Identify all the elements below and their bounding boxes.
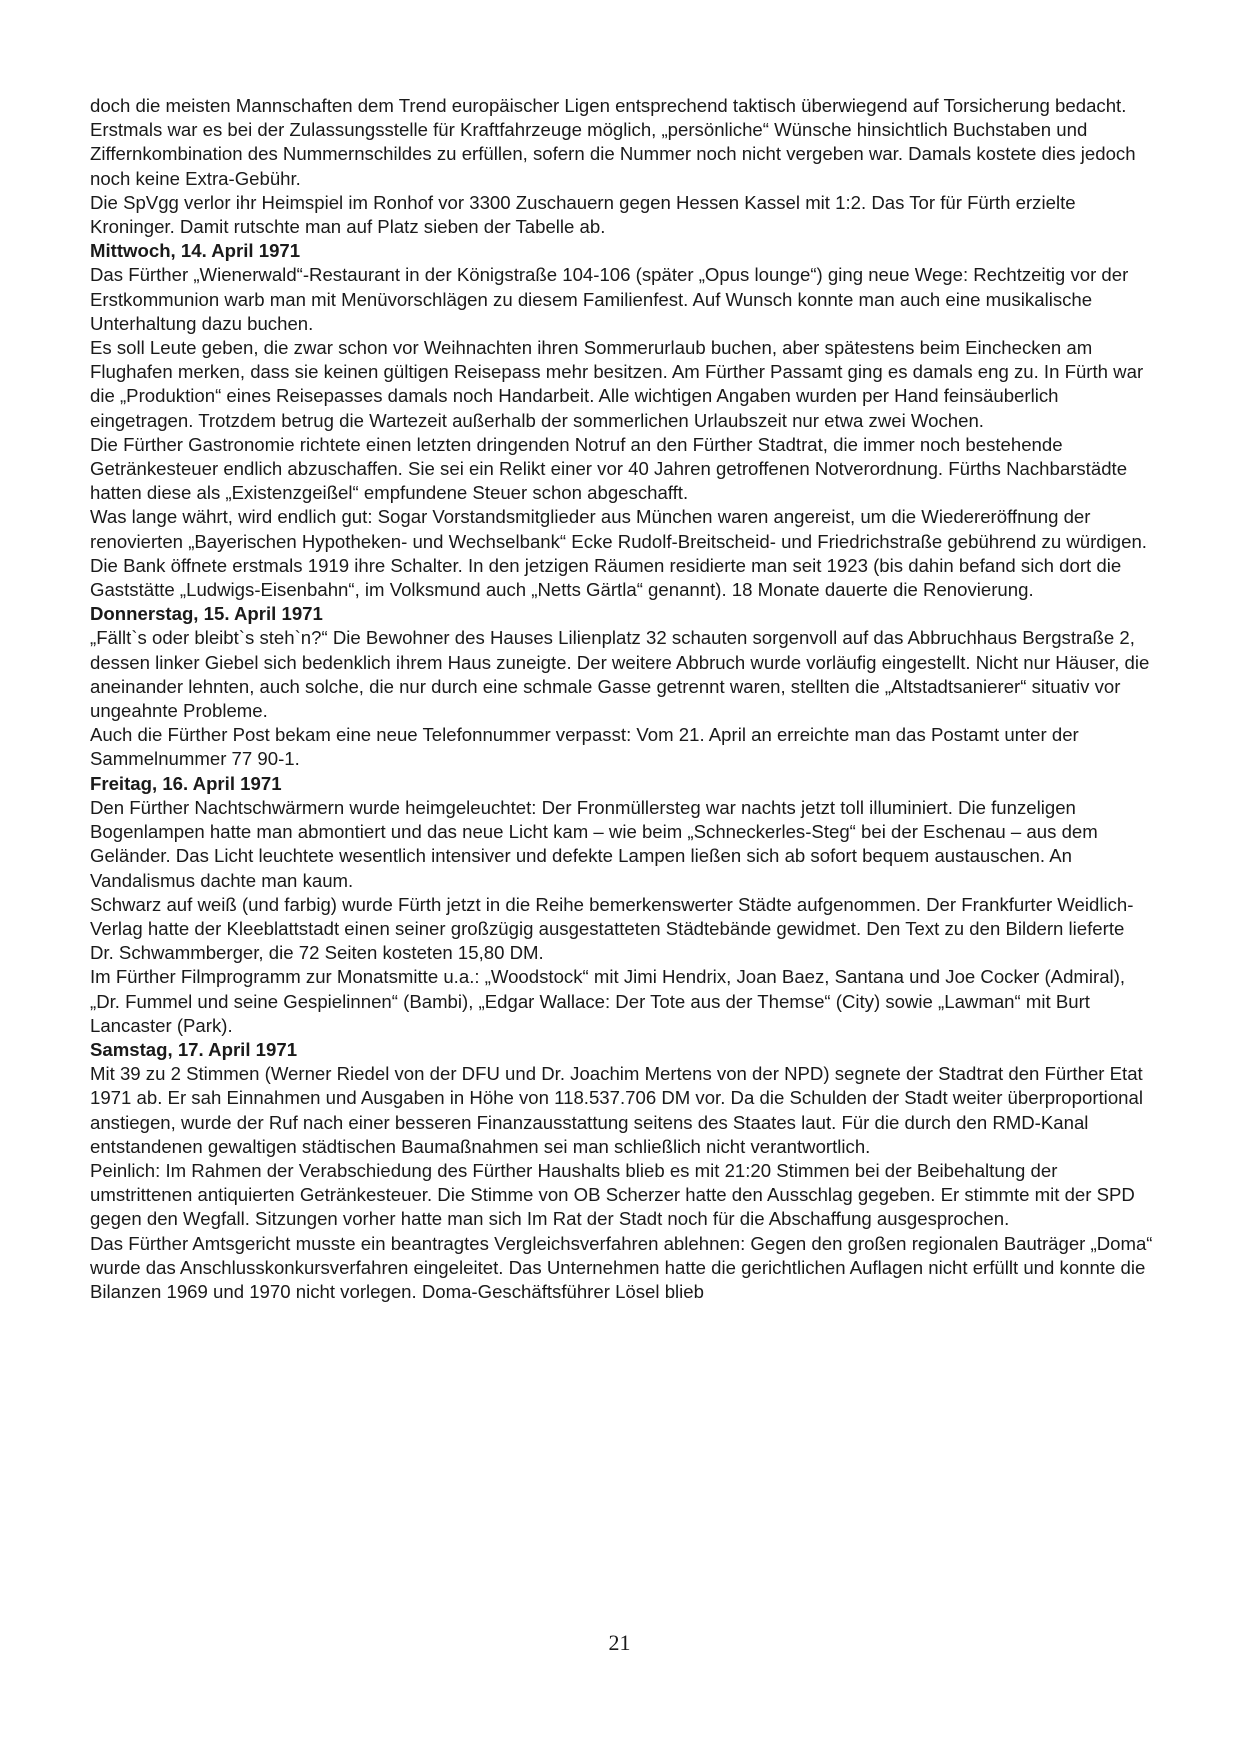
paragraph: Was lange währt, wird endlich gut: Sogar Vorstandsmitglieder aus München waren angereist, um die Wiedereröffnung der renovierten „Bayerischen Hypotheken- und Wechselbank“ Ecke Rudolf-Breitscheid- und Friedrichstraße gebührend zu würdigen. Die Bank öffnete erstmals 1919 ihre Schalter. In den jetzigen Räumen residierte man seit 1923 (bis dahin befand sich dort die Gaststätte „Ludwigs-Eisenbahn“, im Volksmund auch „Netts Gärtla“ genannt). 18 Monate dauerte die Renovierung.	[90, 506, 1147, 601]
section-samstag	[90, 1038, 1153, 1304]
paragraph: Erstmals war es bei der Zulassungsstelle für Kraftfahrzeuge möglich, „persönliche“ Wünsche hinsichtlich Buchstaben und Ziffernkombination des Nummernschildes zu erfüllen, sofern die Nummer noch nicht vergeben war. Damals kostete dies jedoch noch keine Extra-Gebühr.	[90, 119, 1136, 189]
paragraph: Im Fürther Filmprogramm zur Monatsmitte u.a.: „Woodstock“ mit Jimi Hendrix, Joan Baez, Santana und Joe Cocker (Admiral), „Dr. Fummel und seine Gespielinnen“ (Bambi), „Edgar Wallace: Der Tote aus der Themse“ (City) sowie „Lawman“ mit Burt Lancaster (Park).	[90, 966, 1126, 1036]
section-heading: Samstag, 17. April 1971	[90, 1038, 298, 1060]
paragraph: doch die meisten Mannschaften dem Trend europäischer Ligen entsprechend taktisch überwiegend auf Torsicherung bedacht.	[90, 95, 1127, 116]
paragraph: Schwarz auf weiß (und farbig) wurde Fürth jetzt in die Reihe bemerkenswerter Städte aufgenommen. Der Frankfurter Weidlich-Verlag hatte der Kleeblattstadt einen seiner großzügig ausgestatteten Städtebände gewidmet. Den Text zu den Bildern lieferte Dr. Schwammberger, die 72 Seiten kosteten 15,80 DM.	[90, 893, 1134, 964]
paragraph: Die SpVgg verlor ihr Heimspiel im Ronhof vor 3300 Zuschauern gegen Hessen Kassel mit 1:2. Das Tor für Fürth erzielte Kroninger. Damit rutschte man auf Platz sieben der Tabelle ab.	[90, 191, 1076, 238]
paragraph: Den Fürther Nachtschwärmern wurde heimgeleuchtet: Der Fronmüllersteg war nachts jetzt toll illuminiert. Die funzeligen Bogenlampen hatte man abmontiert und das neue Licht kam – wie beim „Schneckerles-Steg“ bei der Eschenau – aus dem Geländer. Das Licht leuchtete wesentlich intensiver und defekte Lampen ließen sich ab sofort bequem austauschen. An Vandalismus dachte man kaum.	[90, 796, 1098, 891]
section-donnerstag	[90, 602, 1153, 771]
paragraph: „Fällt`s oder bleibt`s steh`n?“ Die Bewohner des Hauses Lilienplatz 32 schauten sorgenvoll auf das Abbruchhaus Bergstraße 2, dessen linker Giebel sich bedenklich ihrem Haus zuneigte. Der weitere Abbruch wurde vorläufig eingestellt. Nicht nur Häuser, die aneinander lehnten, auch solche, die nur durch eine schmale Gasse getrennt waren, stellten die „Altstadtsanierer“ situativ vor ungeahnte Probleme.	[90, 627, 1150, 722]
paragraph: Die Fürther Gastronomie richtete einen letzten dringenden Notruf an den Fürther Stadtrat, die immer noch bestehende Getränkesteuer endlich abzuschaffen. Sie sei ein Relikt einer vor 40 Jahren getroffenen Notverordnung. Fürths Nachbarstädte hatten diese als „Existenzgeißel“ empfundene Steuer schon abgeschafft.	[90, 433, 1128, 504]
intro-section	[90, 94, 1153, 239]
paragraph: Es soll Leute geben, die zwar schon vor Weihnachten ihren Sommerurlaub buchen, aber spätestens beim Einchecken am Flughafen merken, dass sie keinen gültigen Reisepass mehr besitzen. Am Fürther Passamt ging es damals eng zu. In Fürth war die „Produktion“ eines Reisepasses damals noch Handarbeit. Alle wichtigen Angaben wurden per Hand feinsäuberlich eingetragen. Trotzdem betrug die Wartezeit außerhalb der sommerlichen Urlaubszeit nur etwa zwei Wochen.	[90, 337, 1144, 431]
section-heading: Mittwoch, 14. April 1971	[90, 240, 301, 262]
page-number: 21	[608, 1630, 631, 1655]
paragraph: Das Fürther „Wienerwald“-Restaurant in der Königstraße 104-106 (später „Opus lounge“) ging neue Wege: Rechtzeitig vor der Erstkommunion warb man mit Menüvorschlägen zu diesem Familienfest. Auf Wunsch konnte man auch eine musikalische Unterhaltung dazu buchen.	[90, 264, 1129, 334]
paragraph: Peinlich: Im Rahmen der Verabschiedung des Fürther Haushalts blieb es mit 21:20 Stimmen bei der Beibehaltung der umstrittenen antiquierten Getränkesteuer. Die Stimme von OB Scherzer hatte den Ausschlag gegeben. Er stimmte mit der SPD gegen den Wegfall. Sitzungen vorher hatte man sich Im Rat der Stadt noch für die Abschaffung ausgesprochen.	[90, 1159, 1135, 1230]
paragraph: Auch die Fürther Post bekam eine neue Telefonnummer verpasst: Vom 21. April an erreichte man das Postamt unter der Sammelnummer 77 90-1.	[90, 724, 1079, 770]
section-freitag	[90, 772, 1153, 1038]
paragraph: Das Fürther Amtsgericht musste ein beantragtes Vergleichsverfahren ablehnen: Gegen den großen regionalen Bauträger „Doma“ wurde das Anschlusskonkursverfahren eingeleitet. Das Unternehmen hatte die gerichtlichen Auflagen nicht erfüllt und konnte die Bilanzen 1969 und 1970 nicht vorlegen. Doma-Geschäftsführer Lösel blieb	[90, 1232, 1153, 1302]
paragraph: Mit 39 zu 2 Stimmen (Werner Riedel von der DFU und Dr. Joachim Mertens von der NPD) segnete der Stadtrat den Fürther Etat 1971 ab. Er sah Einnahmen und Ausgaben in Höhe von 118.537.706 DM vor. Da die Schulden der Stadt weiter überproportional anstiegen, wurde der Ruf nach einer besseren Finanzausstattung seitens des Staates laut. Für die durch den RMD-Kanal entstandenen gewaltigen städtischen Baumaßnahmen sei man schließlich nicht verantwortlich.	[90, 1063, 1143, 1157]
section-mittwoch	[90, 239, 1153, 602]
section-heading: Donnerstag, 15. April 1971	[90, 603, 323, 625]
document-page	[90, 94, 1153, 1304]
section-heading: Freitag, 16. April 1971	[90, 772, 282, 794]
